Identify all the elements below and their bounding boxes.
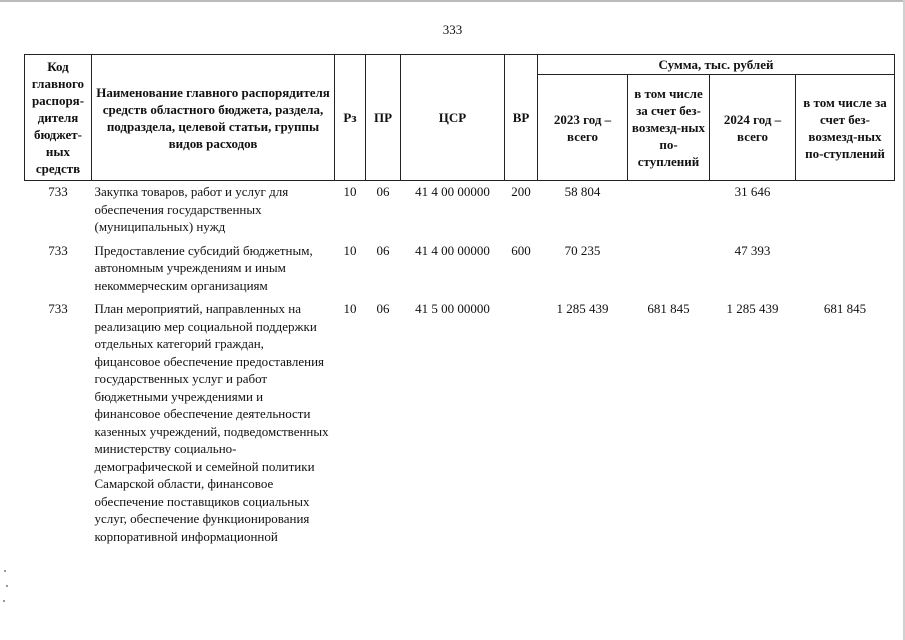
table-row [25, 298, 895, 549]
header-sum-group: Сумма, тыс. рублей [538, 55, 895, 75]
cell-name: Закупка товаров, работ и услуг для обеспечения государственных (муниципальных) нужд [94, 184, 289, 234]
cell-2023-free: 681 845 [647, 301, 690, 316]
cell-name: Предоставление субсидий бюджетным, автономным учреждениям и иным некоммерческим организациям [94, 242, 313, 293]
cell-2024-total: 47 393 [734, 242, 771, 258]
header-rz: Рз [335, 55, 366, 181]
header-csr: ЦСР [401, 55, 505, 181]
cell-csr: 41 4 00 00000 [415, 184, 490, 199]
budget-table [24, 54, 895, 549]
header-2023-total: 2023 год – всего [538, 75, 628, 181]
cell-2023-total: 58 804 [564, 184, 601, 199]
scan-artifact [6, 585, 8, 587]
header-2024-total: 2024 год – всего [710, 75, 796, 181]
cell-2024-free: 681 845 [823, 301, 867, 316]
header-name: Наименование главного распорядителя средств областного бюджета, раздела, подраздела, целевой статьи, группы видов расходов [92, 55, 335, 181]
cell-pr: 06 [376, 301, 390, 316]
scan-artifact [3, 600, 5, 602]
scan-border-top [0, 0, 905, 2]
cell-2024-free [796, 240, 895, 299]
header-2024-free: в том числе за счет без-возмезд-ных по-ступлений [796, 75, 895, 181]
cell-2024-total: 1 285 439 [726, 301, 779, 316]
scan-artifact [4, 570, 6, 572]
header-vr: ВР [505, 55, 538, 181]
cell-code: 733 [48, 184, 68, 199]
cell-vr: 600 [511, 242, 531, 258]
cell-rz: 10 [343, 301, 357, 316]
cell-vr: 200 [511, 184, 531, 199]
header-2023-free: в том числе за счет без-возмезд-ных по-ступлений [628, 75, 710, 181]
cell-2023-total: 1 285 439 [556, 301, 609, 316]
cell-2024-total: 31 646 [734, 184, 771, 199]
table-row [25, 181, 895, 240]
cell-name: План мероприятий, направленных на реализацию мер социальной поддержки отдельных категорий граждан, фицансовое обеспечение предоставления государственных услуг и работ бюджетными учреждениями и финансовое обеспечение деятельности казенных учреждений, подведомственных министерству социально-демографической и семейной политики Самарской области, финансовое обеспечение поставщиков социальных услуг, обеспечение функционирования корпоративной информационной [94, 301, 329, 544]
table-header [25, 55, 895, 181]
cell-pr: 06 [376, 242, 390, 258]
cell-2023-free [628, 181, 710, 240]
page-number: 333 [442, 22, 463, 37]
table-body [25, 181, 895, 550]
cell-csr: 41 5 00 00000 [415, 301, 490, 316]
cell-pr: 06 [376, 184, 390, 199]
cell-code: 733 [48, 242, 68, 258]
cell-2023-free [628, 240, 710, 299]
cell-rz: 10 [343, 242, 357, 258]
table-row [25, 240, 895, 299]
cell-code: 733 [48, 301, 68, 316]
cell-rz: 10 [343, 184, 357, 199]
cell-vr [505, 298, 538, 549]
cell-2024-free [796, 181, 895, 240]
header-pr: ПР [366, 55, 401, 181]
header-code: Код главного распоря-дителя бюджет-ных средств [25, 55, 92, 181]
cell-2023-total: 70 235 [564, 242, 601, 258]
cell-csr: 41 4 00 00000 [415, 242, 490, 258]
